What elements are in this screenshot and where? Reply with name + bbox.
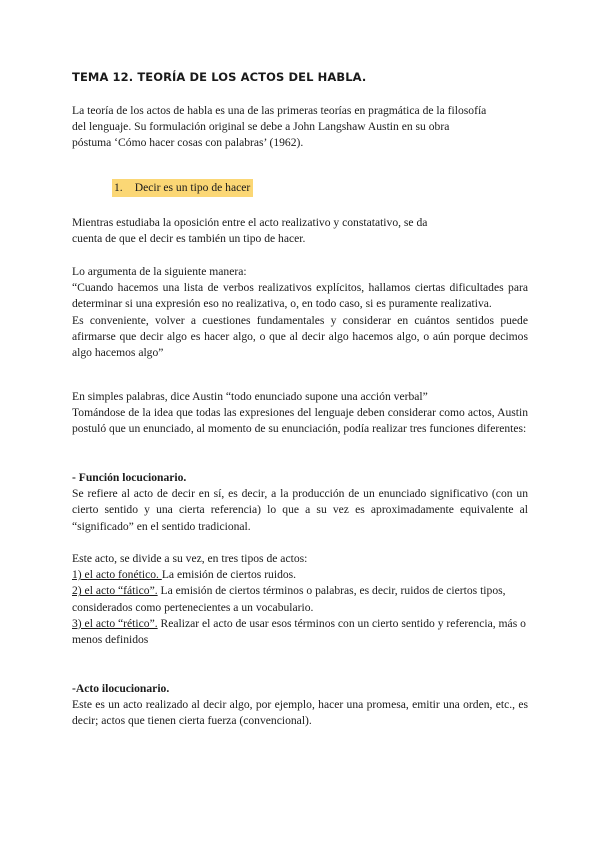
intro-line: del lenguaje. Su formulación original se debe a John Langshaw Austin en su obra — [72, 120, 450, 134]
quote-paragraph-1: “Cuando hacemos una lista de verbos realizativos explícitos, hallamos ciertas dificultades para determinar si una expresión eso no realizativa, o, en todo caso, si es puramente realizativa. — [72, 281, 528, 311]
quote-paragraph-2: Es conveniente, volver a cuestiones fundamentales y considerar en cuántos sentidos puede afirmarse que decir algo es hacer algo, o que al decir algo hacemos algo, o aún porque decimos algo hacemos algo” — [72, 313, 528, 360]
intro-line: póstuma ‘Cómo hacer cosas con palabras’ (1962). — [72, 136, 304, 150]
section-locucionaria — [72, 470, 528, 535]
paragraph-argumenta — [72, 264, 528, 361]
intro-line: La teoría de los actos de habla es una de las primeras teorías en pragmática de la filosofía — [72, 104, 487, 117]
tipo-item — [72, 567, 528, 583]
tipo-label: 2) el acto “fático”. — [72, 584, 158, 598]
intro-paragraph — [72, 103, 528, 152]
paragraph-line: Mientras estudiaba la oposición entre el acto realizativo y constatativo, se da — [72, 216, 428, 229]
paragraph-line: cuenta de que el decir es también un tipo de hacer. — [72, 232, 306, 246]
tipo-text: La emisión de ciertos ruidos. — [161, 568, 297, 582]
tipo-label: 1) el acto fonético. — [72, 568, 162, 582]
paragraph-austin-text: Tomándose de la idea que todas las expresiones del lenguaje deben considerar como actos, Austin postuló que un enunciado, al momento de su enunciación, podía realizar tres funciones diferentes: — [72, 406, 528, 436]
paragraph-line: En simples palabras, dice Austin “todo enunciado supone una acción verbal” — [72, 390, 428, 403]
paragraph-mientras — [72, 215, 528, 247]
section-heading-1 — [112, 179, 253, 197]
page-title: TEMA 12. TEORÍA DE LOS ACTOS DEL HABLA. — [72, 70, 367, 84]
subheading-ilocucionario: -Acto ilocucionario. — [72, 682, 170, 695]
tipo-item — [72, 583, 528, 615]
paragraph-locucionaria: Se refiere al acto de decir en sí, es decir, a la producción de un enunciado significativo (con un cierto sentido y una cierta referencia) lo que a su vez es aproximadamente equivalente al “significado” en el sentido tradicional. — [72, 487, 528, 533]
subheading-locucionaria: - Función locucionario. — [72, 471, 187, 484]
tipo-item — [72, 616, 528, 648]
paragraph-line: Lo argumenta de la siguiente manera: — [72, 265, 247, 278]
tipo-label: 3) el acto “rético”. — [72, 616, 158, 630]
tipo-text: Realizar el acto de usar esos términos con un cierto sentido y referencia, más o menos definidos — [72, 616, 526, 647]
section-tipos — [72, 551, 528, 648]
tipo-text: La emisión de ciertos términos o palabras, es decir, ruidos de ciertos tipos, considerados como pertenecientes a un vocabulario. — [72, 584, 506, 614]
tipos-intro: Este acto, se divide a su vez, en tres tipos de actos: — [72, 552, 308, 565]
section-label: Decir es un tipo de hacer — [134, 181, 251, 194]
paragraph-austin — [72, 389, 528, 438]
section-number: 1. — [114, 181, 123, 194]
section-ilocucionario — [72, 681, 528, 730]
paragraph-ilocucionario: Este es un acto realizado al decir algo, por ejemplo, hacer una promesa, emitir una orden, etc., es decir; actos que tienen cierta fuerza (convencional). — [72, 698, 528, 728]
